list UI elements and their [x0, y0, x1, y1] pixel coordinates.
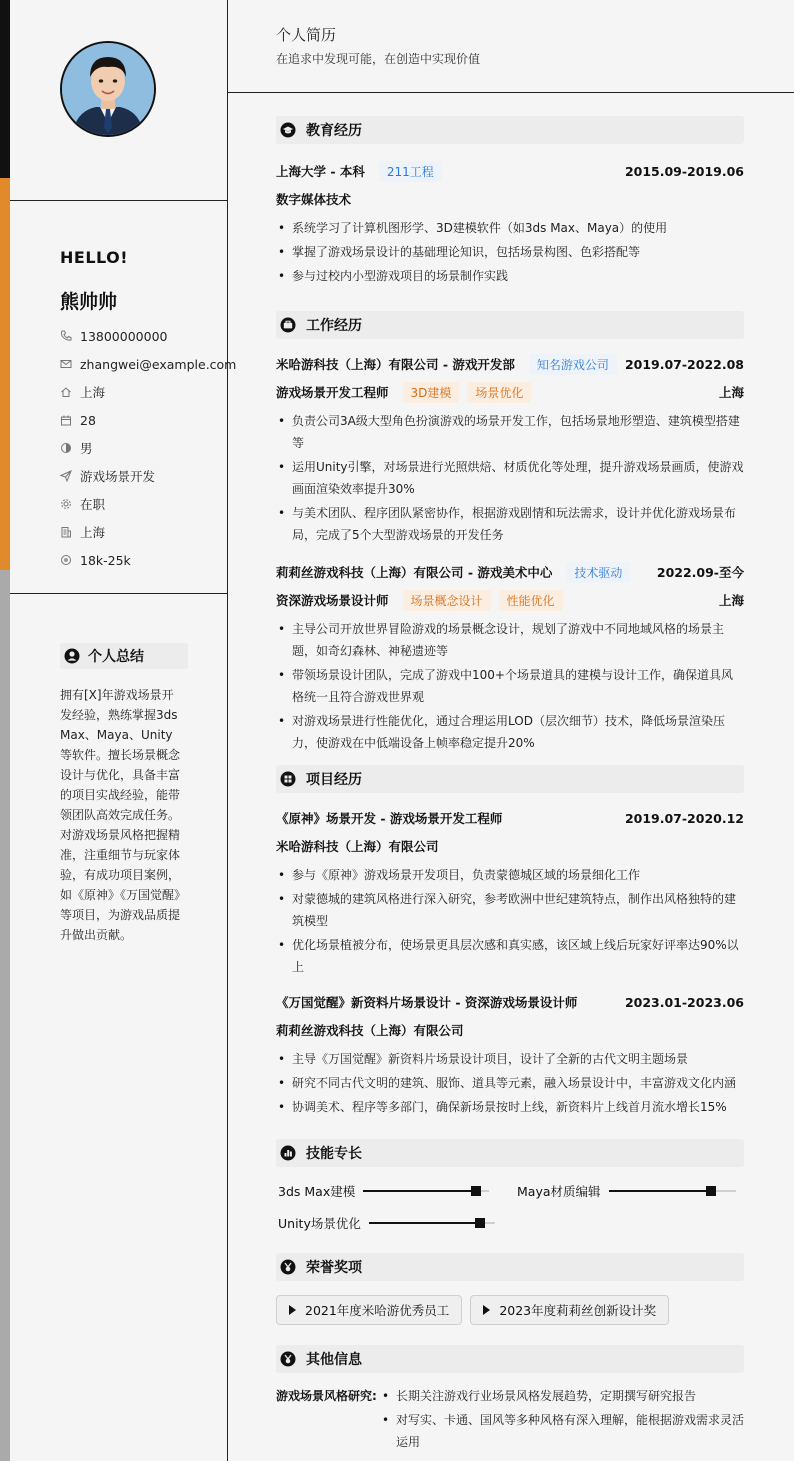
- bar-chart-icon: [280, 1145, 306, 1161]
- job-tag: 知名游戏公司: [529, 354, 617, 375]
- list-item: • 带领场景设计团队，完成了游戏中100+个场景道具的建模与设计工作，确保道具风格统一且符合游戏世界观: [276, 664, 744, 708]
- skill-bar-fill: [609, 1190, 711, 1192]
- header-divider: [228, 92, 794, 93]
- skill-bar-knob: [706, 1186, 716, 1196]
- project-company-row: 米哈游科技（上海）有限公司: [276, 839, 439, 854]
- project-date: 2023.01-2023.06: [624, 994, 744, 1010]
- job-row: 莉莉丝游戏科技（上海）有限公司 - 游戏美术中心 技术驱动 2022.09-至今: [276, 558, 744, 586]
- projects-heading: 项目经历: [276, 765, 744, 793]
- other-section: [276, 1345, 744, 1455]
- job-list: [276, 410, 744, 546]
- info-status: 在职: [60, 490, 236, 518]
- main-content: [228, 0, 794, 1461]
- summary-text: 拥有[X]年游戏场景开发经验，熟练掌握3ds Max、Maya、Unity等软件。擅长场景概念设计与优化，具备丰富的项目实战经验，能带领团队高效完成任务。对游戏场景风格把握精准，注重细节与玩家体验，有成功项目案例，如《原神》《万国觉醒》等项目，为游戏品质提升做出贡献。: [60, 688, 181, 942]
- list-item: • 系统学习了计算机图形学、3D建模软件（如3ds Max、Maya）的使用: [276, 217, 744, 239]
- list-item: • 主导公司开放世界冒险游戏的场景概念设计，规划了游戏中不同地域风格的场景主题，如奇幻森林、神秘遗迹等: [276, 618, 744, 662]
- job-date: 2022.09-至今: [656, 565, 744, 580]
- skill-bar: [369, 1222, 495, 1224]
- project-row: 《万国觉醒》新资料片场景设计 - 资深游戏场景设计师 2023.01-2023.06: [276, 994, 744, 1010]
- education-tag: 211工程: [379, 161, 442, 182]
- list-item: • 参与过校内小型游戏项目的场景制作实践: [276, 265, 744, 287]
- job-tag: 技术驱动: [566, 562, 630, 583]
- education-major-row: 数字媒体技术: [276, 192, 352, 207]
- job-role-row: 资深游戏场景设计师 场景概念设计 性能优化 上海: [276, 586, 744, 614]
- list-item: • 长期关注游戏行业场景风格发展趋势，定期撰写研究报告: [380, 1385, 744, 1407]
- job-row: 米哈游科技（上海）有限公司 - 游戏开发部 知名游戏公司 2019.07-2022.08: [276, 350, 744, 378]
- calendar-icon: [60, 414, 80, 426]
- project-list: [276, 864, 744, 978]
- project-row: 《原神》场景开发 - 游戏场景开发工程师 2019.07-2020.12: [276, 810, 744, 826]
- skill-bar-fill: [369, 1222, 480, 1224]
- education-date: 2015.09-2019.06: [624, 163, 744, 179]
- info-email: zhangwei@example.com: [60, 350, 236, 378]
- stripe-middle: [0, 178, 10, 570]
- job-role-row: 游戏场景开发工程师 3D建模 场景优化 上海: [276, 378, 744, 406]
- skill-bar: [363, 1190, 489, 1192]
- awards-section: [276, 1253, 744, 1325]
- work-heading: 工作经历: [276, 311, 744, 339]
- skill-item: Maya材质编辑: [517, 1182, 736, 1200]
- list-item: • 参与《原神》游戏场景开发项目，负责蒙德城区域的场景细化工作: [276, 864, 744, 886]
- award-item[interactable]: 2023年度莉莉丝创新设计奖: [470, 1295, 669, 1325]
- graduation-cap-icon: [280, 122, 306, 138]
- stripe-bottom: [0, 570, 10, 1461]
- phone-icon: [60, 330, 80, 342]
- building-icon: [60, 526, 80, 538]
- skill-tag: 性能优化: [499, 590, 563, 611]
- sidebar: [10, 0, 237, 1461]
- skill-bar-fill: [363, 1190, 476, 1192]
- color-stripe: [0, 0, 10, 1461]
- skills-section: [276, 1139, 744, 1247]
- gender-icon: [60, 442, 80, 454]
- info-gender: 男: [60, 434, 236, 462]
- hello-heading: HELLO!: [60, 248, 129, 267]
- project-list: [276, 1048, 744, 1118]
- sidebar-divider: [10, 593, 228, 594]
- info-salary: 18k-25k: [60, 546, 236, 574]
- medal-icon: [280, 1259, 306, 1275]
- work-section: [276, 311, 744, 756]
- skill-item: Unity场景优化: [278, 1214, 495, 1232]
- info-phone: 13800000000: [60, 322, 236, 350]
- project-company-row: 莉莉丝游戏科技（上海）有限公司: [276, 1023, 464, 1038]
- job-date: 2019.07-2022.08: [624, 356, 744, 372]
- skill-bar: [609, 1190, 736, 1192]
- page-title: 个人简历: [276, 26, 337, 44]
- awards-heading: 荣誉奖项: [276, 1253, 744, 1281]
- education-list: [276, 217, 744, 287]
- user-circle-icon: [64, 648, 88, 664]
- list-item: • 负责公司3A级大型角色扮演游戏的场景开发工作，包括场景地形塑造、建筑模型搭建等: [276, 410, 744, 454]
- info-location: 上海: [60, 378, 236, 406]
- info-age: 28: [60, 406, 236, 434]
- list-item: • 对游戏场景进行性能优化，通过合理运用LOD（层次细节）技术，降低场景渲染压力，使游戏在中低端设备上帧率稳定提升20%: [276, 710, 744, 754]
- mail-icon: [60, 358, 80, 370]
- education-heading: 教育经历: [276, 116, 744, 144]
- list-item: • 主导《万国觉醒》新资料片场景设计项目，设计了全新的古代文明主题场景: [276, 1048, 744, 1070]
- job-list: [276, 618, 744, 754]
- contact-info-list: [60, 322, 236, 574]
- send-icon: [60, 470, 80, 482]
- summary-heading: 个人总结: [60, 643, 188, 669]
- stripe-top: [0, 0, 10, 178]
- list-item: • 对写实、卡通、国风等多种风格有深入理解，能根据游戏需求灵活运用: [380, 1409, 744, 1453]
- avatar: [60, 41, 156, 137]
- list-item: • 运用Unity引擎，对场景进行光照烘焙、材质优化等处理，提升游戏场景画质，使游戏画面渲染效率提升30%: [276, 456, 744, 500]
- coin-icon: [60, 554, 80, 566]
- list-item: • 与美术团队、程序团队紧密协作，根据游戏剧情和玩法需求，设计并优化游戏场景布局，完成了5个大型游戏场景的开发任务: [276, 502, 744, 546]
- skill-tag: 场景概念设计: [403, 590, 491, 611]
- education-section: [276, 116, 744, 289]
- job-city: 上海: [718, 593, 744, 608]
- skills-heading: 技能专长: [276, 1139, 744, 1167]
- skill-tag: 3D建模: [403, 382, 460, 403]
- info-icon: [280, 1351, 306, 1367]
- projects-section: [276, 765, 744, 1120]
- other-heading: 其他信息: [276, 1345, 744, 1373]
- play-icon: [289, 1305, 296, 1315]
- gear-icon: [60, 498, 80, 510]
- list-item: • 优化场景植被分布，使场景更具层次感和真实感，该区域上线后玩家好评率达90%以上: [276, 934, 744, 978]
- education-row: 上海大学 - 本科 211工程 2015.09-2019.06: [276, 157, 744, 185]
- project-date: 2019.07-2020.12: [624, 810, 744, 826]
- person-name: 熊帅帅: [60, 291, 118, 313]
- list-item: • 掌握了游戏场景设计的基础理论知识，包括场景构图、色彩搭配等: [276, 241, 744, 263]
- briefcase-icon: [280, 317, 306, 333]
- skill-bar-knob: [475, 1218, 485, 1228]
- other-list: [380, 1385, 744, 1455]
- info-position: 游戏场景开发: [60, 462, 236, 490]
- skill-bar-knob: [471, 1186, 481, 1196]
- home-icon: [60, 386, 80, 398]
- list-item: • 对蒙德城的建筑风格进行深入研究，参考欧洲中世纪建筑特点，制作出风格独特的建筑模型: [276, 888, 744, 932]
- grid-icon: [280, 771, 306, 787]
- play-icon: [483, 1305, 490, 1315]
- job-city: 上海: [718, 385, 744, 400]
- list-item: • 研究不同古代文明的建筑、服饰、道具等元素，融入场景设计中，丰富游戏文化内涵: [276, 1072, 744, 1094]
- skill-tag: 场景优化: [467, 382, 531, 403]
- page-subtitle: 在追求中发现可能，在创造中实现价值: [276, 52, 481, 66]
- award-item[interactable]: 2021年度米哈游优秀员工: [276, 1295, 462, 1325]
- skills-list: [276, 1177, 744, 1247]
- other-label: 游戏场景风格研究:: [276, 1389, 377, 1403]
- skill-item: 3ds Max建模: [278, 1182, 489, 1200]
- info-city: 上海: [60, 518, 236, 546]
- awards-list: [276, 1295, 744, 1325]
- other-content: [276, 1385, 744, 1455]
- sidebar-divider: [10, 200, 228, 201]
- list-item: • 协调美术、程序等多部门，确保新场景按时上线，新资料片上线首月流水增长15%: [276, 1096, 744, 1118]
- avatar-portrait-icon: [62, 43, 154, 135]
